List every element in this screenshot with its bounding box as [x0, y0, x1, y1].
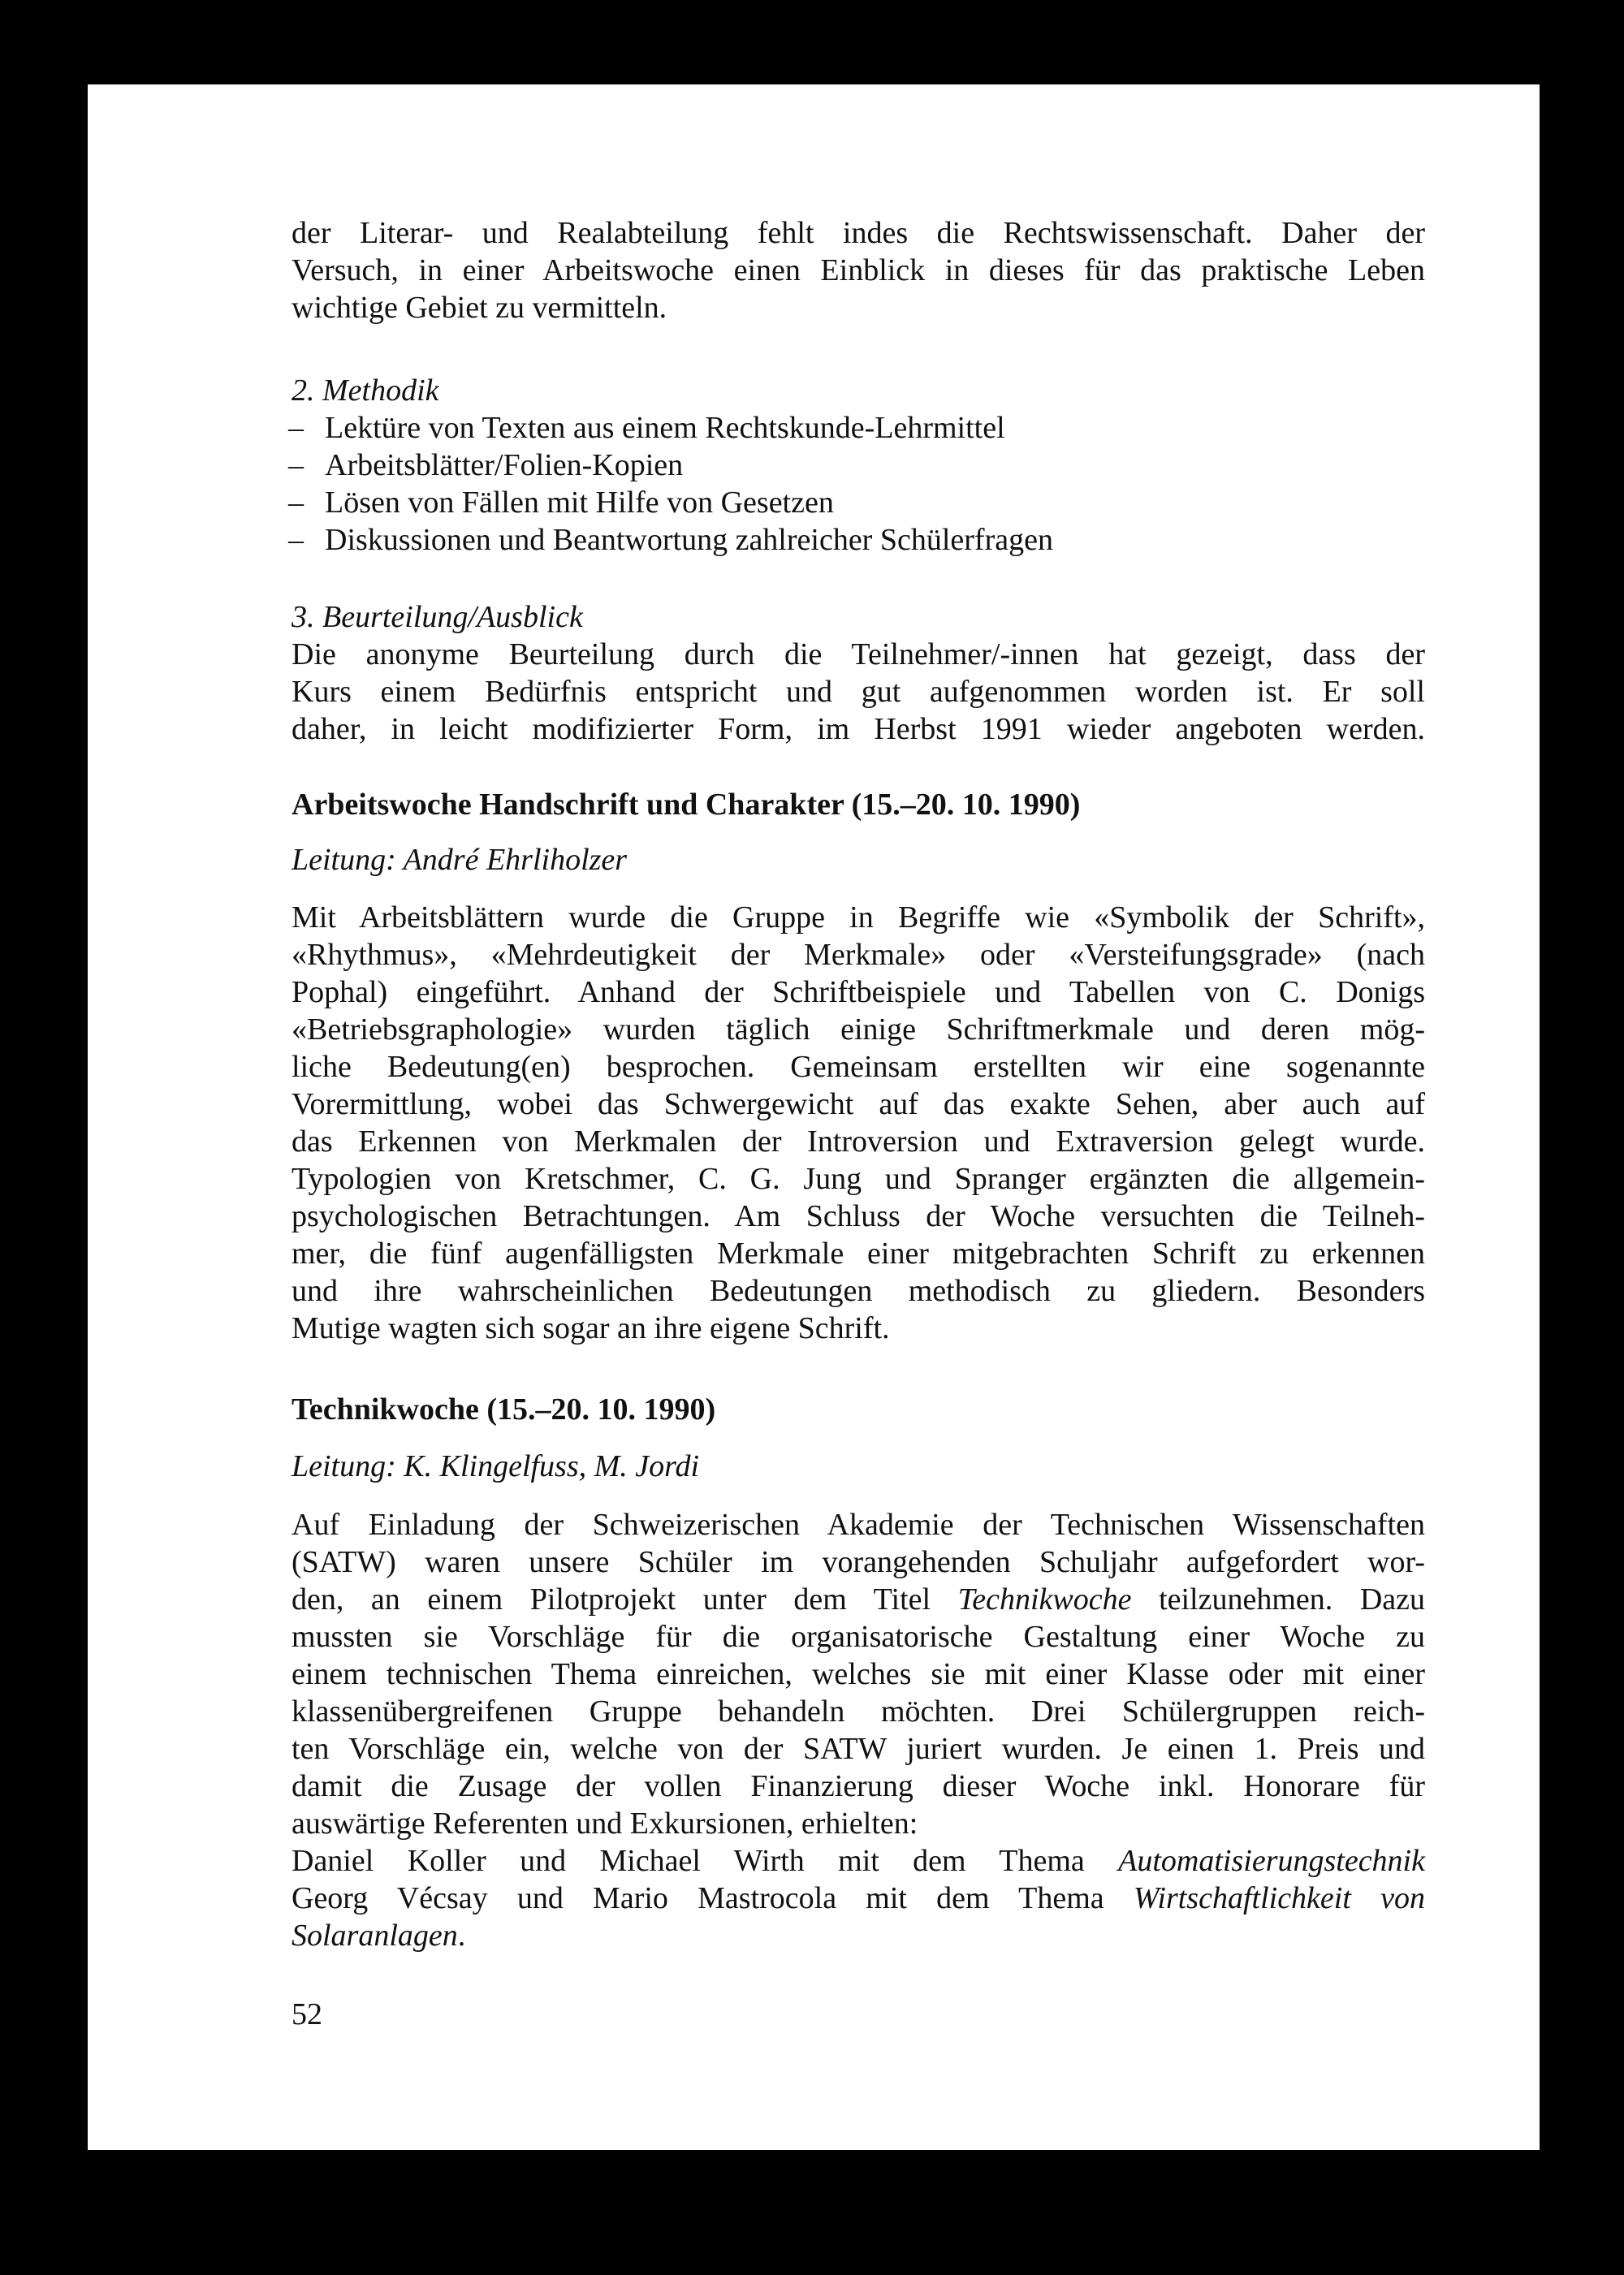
methodik-item: Lösen von Fällen mit Hilfe von Gesetzen: [325, 486, 834, 520]
handschrift-line: Vorermittlung, wobei das Schwergewicht auf das exakte Sehen, aber auch auf: [292, 1087, 1425, 1121]
handschrift-line: mer, die fünf augenfälligsten Merkmale einer mitgebrachten Schrift zu erkennen: [292, 1237, 1425, 1271]
leitung-handschrift: Leitung: André Ehrliholzer: [292, 843, 628, 877]
bullet-dash: –: [288, 448, 304, 482]
section-title-technik: Technikwoche (15.–20. 10. 1990): [292, 1392, 716, 1427]
technik-text: den, an einem Pilotprojekt unter dem Titel: [292, 1582, 958, 1617]
winner-line-2: [292, 1880, 1425, 1917]
methodik-item: Diskussionen und Beantwortung zahlreicher Schülerfragen: [325, 523, 1053, 557]
beurteilung-line: Kurs einem Bedürfnis entspricht und gut aufgenommen worden ist. Er soll: [292, 675, 1425, 709]
beurteilung-line: Die anonyme Beurteilung durch die Teilnehmer/-innen hat gezeigt, dass der: [292, 637, 1425, 671]
intro-line-1: der Literar- und Realabteilung fehlt indes die Rechtswissenschaft. Daher der: [292, 216, 1425, 250]
technik-line: (SATW) waren unsere Schüler im vorangehenden Schuljahr aufgefordert wor-: [292, 1545, 1425, 1579]
winner-text: Daniel Koller und Michael Wirth mit dem Thema: [292, 1844, 1119, 1878]
technik-line: ten Vorschläge ein, welche von der SATW juriert wurden. Je einen 1. Preis und: [292, 1732, 1425, 1766]
technik-line: Auf Einladung der Schweizerischen Akademie der Technischen Wissenschaften: [292, 1508, 1425, 1542]
handschrift-line: psychologischen Betrachtungen. Am Schluss der Woche versuchten die Teilneh-: [292, 1199, 1425, 1233]
methodik-heading: 2. Methodik: [292, 373, 439, 408]
winner-theme: Solaranlagen: [292, 1919, 458, 1953]
technik-line: damit die Zusage der vollen Finanzierung dieser Woche inkl. Honorare für: [292, 1769, 1425, 1803]
scan-mark: [1547, 1772, 1553, 1784]
handschrift-line: Mit Arbeitsblättern wurde die Gruppe in Begriffe wie «Symbolik der Schrift»,: [292, 900, 1425, 935]
winner-theme: Automatisierungstechnik: [1118, 1844, 1425, 1878]
technik-line: mussten sie Vorschläge für die organisatorische Gestaltung einer Woche zu: [292, 1620, 1425, 1654]
bullet-dash: –: [288, 486, 304, 520]
technik-line: auswärtige Referenten und Exkursionen, erhielten:: [292, 1807, 918, 1841]
handschrift-line: das Erkennen von Merkmalen der Introversion und Extraversion gelegt wurde.: [292, 1125, 1425, 1159]
winner-text: Georg Vécsay und Mario Mastrocola mit dem Thema: [292, 1881, 1134, 1915]
scan-mark: [1547, 1646, 1553, 1657]
leitung-technik: Leitung: K. Klingelfuss, M. Jordi: [292, 1449, 700, 1483]
bullet-dash: –: [288, 411, 304, 445]
beurteilung-heading: 3. Beurteilung/Ausblick: [292, 600, 583, 634]
technik-text: teilzunehmen. Dazu: [1131, 1582, 1425, 1617]
handschrift-line: Pophal) eingeführt. Anhand der Schriftbeispiele und Tabellen von C. Donigs: [292, 975, 1425, 1009]
intro-line-2: Versuch, in einer Arbeitswoche einen Einblick in dieses für das praktische Leben: [292, 253, 1425, 287]
winner-theme: Wirtschaftlichkeit von: [1133, 1881, 1425, 1915]
beurteilung-line: daher, in leicht modifizierter Form, im Herbst 1991 wieder angeboten werden.: [292, 712, 1425, 746]
section-title-handschrift: Arbeitswoche Handschrift und Charakter (15.–20. 10. 1990): [292, 788, 1081, 822]
handschrift-line: Typologien von Kretschmer, C. G. Jung und Spranger ergänzten die allgemein-: [292, 1162, 1425, 1196]
page-number: 52: [292, 1997, 322, 2031]
technik-line: klassenübergreifenen Gruppe behandeln möchten. Drei Schülergruppen reich-: [292, 1694, 1425, 1729]
technik-line: einem technischen Thema einreichen, welches sie mit einer Klasse oder mit einer: [292, 1657, 1425, 1691]
handschrift-line: liche Bedeutung(en) besprochen. Gemeinsam erstellten wir eine sogenannte: [292, 1050, 1425, 1084]
methodik-item: Lektüre von Texten aus einem Rechtskunde-Lehrmittel: [325, 411, 1005, 445]
technik-title-emphasis: Technikwoche: [957, 1582, 1132, 1617]
winner-line-1: [292, 1842, 1425, 1880]
handschrift-line: Mutige wagten sich sogar an ihre eigene Schrift.: [292, 1311, 890, 1345]
handschrift-line: und ihre wahrscheinlichen Bedeutungen methodisch zu gliedern. Besonders: [292, 1274, 1425, 1308]
bullet-dash: –: [288, 523, 304, 557]
winner-line-3: [292, 1917, 465, 1954]
technik-line: [292, 1581, 1425, 1618]
methodik-item: Arbeitsblätter/Folien-Kopien: [325, 448, 684, 482]
intro-line-3: wichtige Gebiet zu vermitteln.: [292, 291, 667, 325]
handschrift-line: «Rhythmus», «Mehrdeutigkeit der Merkmale» oder «Versteifungsgrade» (nach: [292, 938, 1425, 972]
winner-text: .: [457, 1919, 466, 1953]
handschrift-line: «Betriebsgraphologie» wurden täglich einige Schriftmerkmale und deren mög-: [292, 1012, 1425, 1047]
